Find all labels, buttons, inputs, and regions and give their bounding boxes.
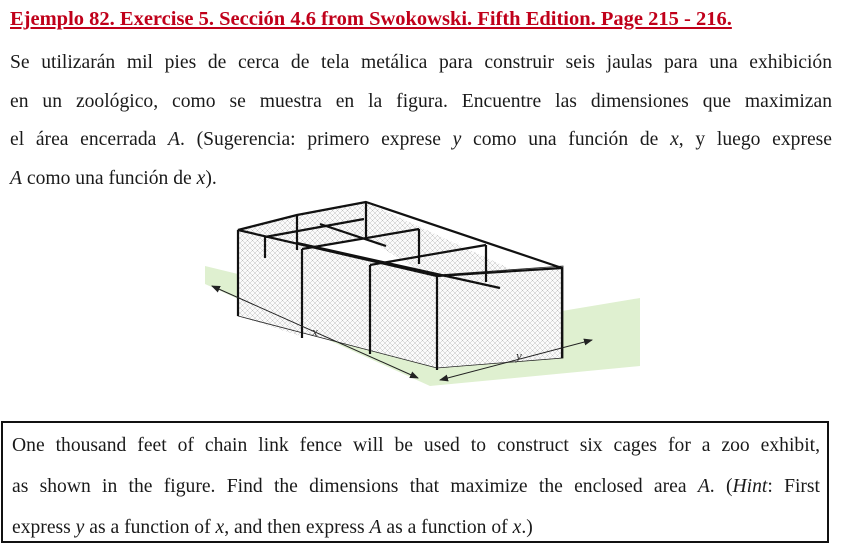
- spanish-line-1: Se utilizarán mil pies de cerca de tela metálica para construir seis jaulas para una exhibición: [10, 52, 832, 73]
- x-dimension-label: x: [312, 324, 318, 339]
- spanish-problem-text: [10, 44, 832, 198]
- y-dimension-label: y: [516, 348, 522, 363]
- english-problem-box: [1, 421, 829, 543]
- cages-figure: [200, 188, 640, 388]
- spanish-line-2: en un zoológico, como se muestra en la figura. Encuentre las dimensiones que maximizan: [10, 90, 832, 112]
- english-problem-text: [12, 425, 820, 548]
- spanish-line-4: A como una función de x).: [10, 167, 217, 189]
- english-line-2: as shown in the figure. Find the dimensions that maximize the enclosed area A. (Hint: First: [12, 476, 820, 497]
- page-title: Ejemplo 82. Exercise 5. Sección 4.6 from Swokowski. Fifth Edition. Page 215 - 216.: [10, 8, 732, 30]
- english-line-1: One thousand feet of chain link fence will be used to construct six cages for a zoo exhibit,: [12, 435, 820, 456]
- spanish-line-3: el área encerrada A. (Sugerencia: primero exprese y como una función de x, y luego exprese: [10, 129, 832, 150]
- english-line-3: express y as a function of x, and then express A as a function of x.): [12, 517, 533, 538]
